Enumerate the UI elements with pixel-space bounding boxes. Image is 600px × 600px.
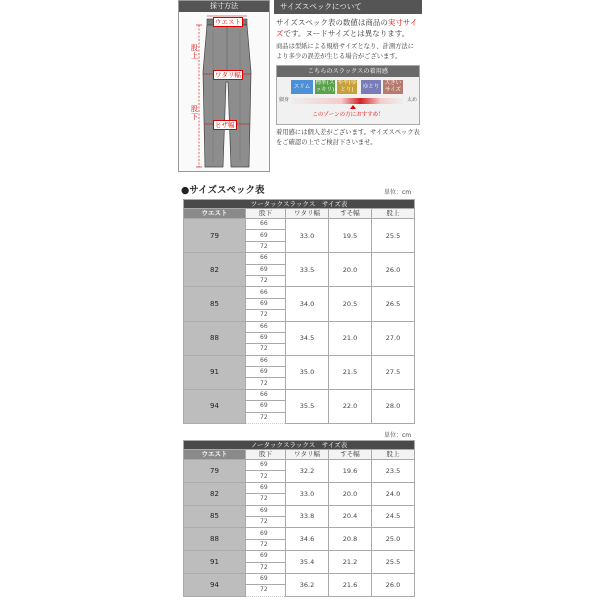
table-row	[184, 321, 415, 332]
fit-arrow-icon	[350, 105, 356, 109]
inseam-cell: 72	[246, 471, 286, 482]
inseam-cell: 72	[246, 516, 286, 527]
table-row	[184, 505, 415, 516]
fit-right-end: 太め	[406, 97, 417, 103]
waist-cell: 82	[184, 482, 246, 505]
waist-cell: 94	[184, 389, 246, 423]
fit-gradient-bar	[291, 98, 403, 104]
inseam-cell: 66	[246, 321, 286, 332]
inseam-cell: 72	[246, 412, 286, 423]
hem-cell: 20.5	[329, 287, 372, 321]
inseam-cell: 69	[246, 367, 286, 378]
thigh-cell: 33.8	[286, 505, 329, 528]
fit-chip-slightly-loose: やや(ゆとり)	[337, 80, 357, 93]
fit-chip-standard: 標準(スッキリ)	[315, 80, 335, 93]
hem-cell: 19.5	[329, 219, 372, 253]
inseam-cell: 72	[246, 344, 286, 355]
rise-cell: 26.0	[372, 573, 415, 596]
header-hem: すそ幅	[329, 450, 372, 460]
inseam-cell: 69	[246, 298, 286, 309]
table-row	[184, 460, 415, 471]
rise-label: 股上	[191, 44, 198, 60]
no-tuck-size-table	[183, 440, 415, 597]
rise-cell: 25.0	[372, 528, 415, 551]
thigh-cell: 32.2	[286, 460, 329, 483]
inseam-cell: 69	[246, 264, 286, 275]
thigh-cell: 35.0	[286, 355, 329, 389]
inseam-cell: 72	[246, 310, 286, 321]
header-rise: 股上	[372, 450, 415, 460]
header-waist: ウエスト	[184, 450, 246, 460]
inseam-label: 股下	[191, 105, 198, 121]
hem-cell: 22.0	[329, 389, 372, 423]
waist-cell: 88	[184, 321, 246, 355]
about-text-1b: です。ヌードサイズとは異なります。	[283, 29, 410, 38]
thigh-cell: 36.2	[286, 573, 329, 596]
rise-cell: 26.5	[372, 287, 415, 321]
thigh-cell: 33.0	[286, 219, 329, 253]
table-row	[184, 219, 415, 230]
rise-cell: 26.0	[372, 253, 415, 287]
thigh-cell: 33.5	[286, 253, 329, 287]
inseam-cell: 69	[246, 230, 286, 241]
header-thigh: ワタリ幅	[286, 450, 329, 460]
inseam-cell: 72	[246, 241, 286, 252]
rise-cell: 24.0	[372, 482, 415, 505]
knee-label: ヒザ幅	[215, 121, 235, 129]
hem-cell: 20.4	[329, 505, 372, 528]
header-waist: ウエスト	[184, 209, 246, 219]
rise-cell: 27.5	[372, 355, 415, 389]
trousers-diagram	[179, 12, 269, 172]
inseam-cell: 66	[246, 355, 286, 366]
hem-cell: 19.6	[329, 460, 372, 483]
thigh-cell: 34.0	[286, 287, 329, 321]
table-row	[184, 482, 415, 493]
waist-cell: 85	[184, 287, 246, 321]
table-row	[184, 389, 415, 400]
inseam-cell: 72	[246, 494, 286, 505]
fit-note: このゾーンの方におすすめ！	[312, 112, 384, 118]
rise-cell: 24.5	[372, 505, 415, 528]
about-text-1	[274, 17, 422, 39]
waist-cell: 94	[184, 573, 246, 596]
inseam-cell: 72	[246, 378, 286, 389]
thigh-cell: 34.5	[286, 321, 329, 355]
rise-cell: 28.0	[372, 389, 415, 423]
header-hem: すそ幅	[329, 209, 372, 219]
fit-scale	[276, 65, 420, 125]
fit-chip-loose: ゆとり	[361, 80, 381, 94]
thigh-label: ワタリ幅	[215, 71, 241, 79]
waist-cell: 82	[184, 253, 246, 287]
waist-cell: 88	[184, 528, 246, 551]
header-thigh: ワタリ幅	[286, 209, 329, 219]
measurement-title: 採寸方法	[179, 1, 269, 12]
inseam-cell: 66	[246, 219, 286, 230]
unit-label-2: 単位：cm	[384, 432, 412, 439]
waist-cell: 91	[184, 551, 246, 574]
inseam-cell: 72	[246, 562, 286, 573]
fit-title: こちらのスラックスの着用感	[277, 66, 419, 77]
table-row	[184, 287, 415, 298]
table-row	[184, 573, 415, 584]
table-title: ノータックスラックス サイズ表	[184, 441, 415, 450]
rise-cell: 27.0	[372, 321, 415, 355]
header-rise: 股上	[372, 209, 415, 219]
thigh-cell: 33.0	[286, 482, 329, 505]
waist-cell: 85	[184, 505, 246, 528]
hem-cell: 21.5	[329, 355, 372, 389]
table-row	[184, 528, 415, 539]
about-text-2: 商品は型紙による規格サイズとなり、計測方法により多少の誤差が生じる場合がございます。	[276, 43, 415, 60]
fit-left-end: 細身	[279, 97, 290, 103]
inseam-cell: 72	[246, 585, 286, 596]
inseam-cell: 72	[246, 275, 286, 286]
inseam-cell: 66	[246, 253, 286, 264]
about-title: サイズスペックについて	[274, 0, 422, 14]
inseam-cell: 66	[246, 287, 286, 298]
waist-cell: 79	[184, 219, 246, 253]
hem-cell: 20.8	[329, 528, 372, 551]
measurement-panel	[178, 0, 270, 172]
inseam-cell: 69	[246, 332, 286, 343]
inseam-cell: 69	[246, 505, 286, 516]
section-title: ●サイズスペック表	[181, 185, 265, 196]
table-row	[184, 253, 415, 264]
hem-cell: 21.2	[329, 551, 372, 574]
inseam-cell: 69	[246, 482, 286, 493]
waist-cell: 91	[184, 355, 246, 389]
hem-cell: 20.0	[329, 482, 372, 505]
two-tuck-size-table	[183, 199, 415, 424]
hem-cell: 21.6	[329, 573, 372, 596]
about-text-3: 着用感には個人差がございます。サイズスペック表をご確認の上でご検討下さいませ。	[276, 129, 420, 146]
thigh-cell: 35.5	[286, 389, 329, 423]
rise-cell: 25.5	[372, 551, 415, 574]
rise-cell: 23.5	[372, 460, 415, 483]
header-inseam: 股下	[246, 450, 286, 460]
about-panel	[274, 0, 422, 172]
inseam-cell: 69	[246, 401, 286, 412]
about-text-1a: サイズスペック表の数値は商品の	[276, 18, 388, 27]
table-row	[184, 551, 415, 562]
table-title: ツータックスラックス サイズ表	[184, 200, 415, 209]
table-row	[184, 355, 415, 366]
about-text-highlight: 実寸サイズ	[276, 18, 418, 38]
thigh-cell: 35.4	[286, 551, 329, 574]
inseam-cell: 69	[246, 573, 286, 584]
thigh-cell: 34.6	[286, 528, 329, 551]
waist-cell: 79	[184, 460, 246, 483]
unit-label-1: 単位：cm	[384, 189, 412, 196]
hem-cell: 21.0	[329, 321, 372, 355]
fit-chip-big-size: 大きいサイズ	[384, 80, 402, 93]
inseam-cell: 72	[246, 539, 286, 550]
hem-cell: 20.0	[329, 253, 372, 287]
inseam-cell: 66	[246, 389, 286, 400]
waist-label: ウエスト	[215, 18, 241, 26]
inseam-cell: 69	[246, 528, 286, 539]
inseam-cell: 69	[246, 460, 286, 471]
rise-cell: 25.5	[372, 219, 415, 253]
header-inseam: 股下	[246, 209, 286, 219]
fit-chip-slim: スリム	[291, 80, 313, 94]
inseam-cell: 69	[246, 551, 286, 562]
